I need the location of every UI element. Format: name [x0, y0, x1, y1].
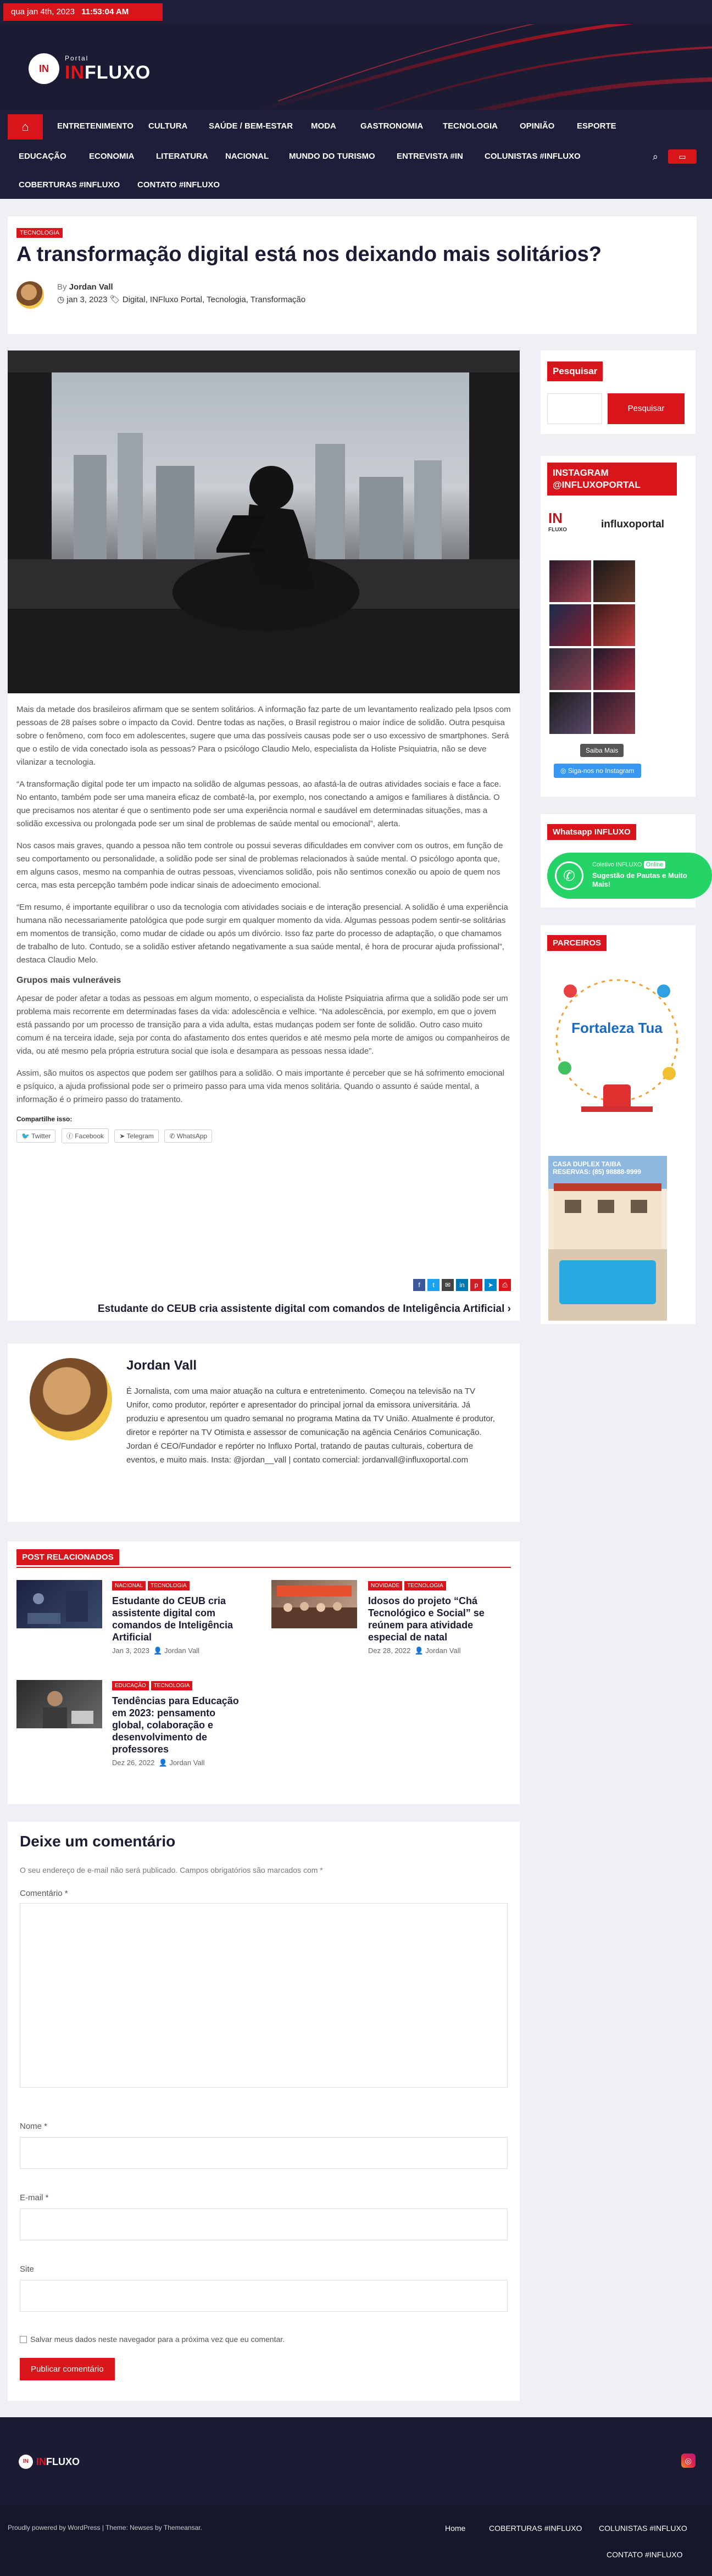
- article-subheading: Grupos mais vulneráveis: [16, 976, 121, 985]
- author-box-avatar: [30, 1358, 112, 1440]
- instagram-post[interactable]: [549, 560, 591, 602]
- instagram-post[interactable]: [593, 560, 635, 602]
- partners-heading: PARCEIROS: [547, 935, 607, 951]
- logo-mark: IN: [29, 53, 59, 84]
- instagram-post[interactable]: [593, 692, 635, 734]
- instagram-post[interactable]: [549, 604, 591, 646]
- article-paragraph-1: Mais da metade dos brasileiros afirmam que se sentem solitários. A informação faz parte de um levantamento realizado pela Ipsos com pessoas de 28 países sobre o impacto da Covid. Dentre todas as nações, o Brasil registrou o maior índice de solidão. Outra pesquisa sobre o fenômeno, com foco em adolescentes, sugere que uma das possíveis causas pode ser o uso excessivo de smartphones. Será que o estilo de vida conectado isola as pessoas? Para o psicólogo Claudio Melo, especialista da Holiste Psiquiatria, não se deve vilanizar a tecnologia.: [16, 705, 511, 767]
- hero-image: [8, 350, 520, 693]
- instagram-post[interactable]: [549, 692, 591, 734]
- date: qua jan 4th, 2023: [11, 7, 75, 16]
- casa-illustration: [548, 1156, 667, 1321]
- related-2-title[interactable]: Idosos do projeto “Chá Tecnológico e Social” se reúnem para atividade especial de natal: [368, 1595, 485, 1643]
- search-heading: Pesquisar: [547, 361, 603, 381]
- related-2-date: Dez 28, 2022: [368, 1646, 411, 1655]
- user-icon: 👤: [414, 1646, 424, 1655]
- by-label: By: [57, 282, 67, 292]
- related-2-author[interactable]: Jordan Vall: [425, 1646, 461, 1655]
- nav-item-saude[interactable]: SAÚDE / BEM-ESTAR: [209, 121, 293, 131]
- search-input[interactable]: [547, 393, 602, 424]
- nav-item-opiniao[interactable]: OPINIÃO: [520, 121, 555, 131]
- related-heading: POST RELACIONADOS: [16, 1549, 119, 1565]
- nav-item-contato[interactable]: CONTATO #INFLUXO: [137, 180, 220, 190]
- related-posts: [8, 1542, 520, 1804]
- tv-button[interactable]: [668, 149, 697, 164]
- save-data-checkbox[interactable]: [20, 2336, 27, 2343]
- related-1-author[interactable]: Jordan Vall: [164, 1646, 200, 1655]
- footer-link-contato[interactable]: CONTATO #INFLUXO: [607, 2550, 683, 2559]
- post-title: A transformação digital está nos deixando mais solitários?: [16, 243, 602, 266]
- tag-icon: 🏷: [109, 295, 120, 304]
- share-buttons: [16, 1128, 511, 1143]
- next-post-link[interactable]: Estudante do CEUB cria assistente digital com comandos de Inteligência Artificial ›: [97, 1303, 511, 1315]
- partners-widget: [541, 925, 696, 1324]
- search-widget: [541, 350, 696, 434]
- whatsapp-small: Coletivo INFLUXO: [592, 861, 642, 868]
- author-box-bio: É Jornalista, com uma maior atuação na cultura e entretenimento. Começou na televisão na TV Unifor, como produtor, repórter e apresentador do principal jornal da emissora universitária. Já produziu e apresentou um quadro semanal no programa Matina da TV União. Atualmente é produtor, diretor e repórter na TV Otimista e assessor de comunicação na agência Cenários Comunicação. Jordan é CEO/Fundador e repórter no Influxo Portal, tratando de pautas culturais, cobertura de eventos, e muito mais. Insta: @jordan__vall | contato comercial: jordanvall@influxoportal.com: [126, 1387, 495, 1465]
- logo-prefix: IN: [65, 62, 85, 83]
- related-1-cat-2[interactable]: TECNOLOGIA: [148, 1581, 190, 1590]
- nav-item-economia[interactable]: ECONOMIA: [89, 152, 135, 161]
- whatsapp-status: Online: [644, 861, 666, 869]
- email-icon[interactable]: ✉: [442, 1279, 454, 1291]
- site-label: Site: [20, 2265, 34, 2274]
- related-thumb-2-illustration: [271, 1580, 357, 1628]
- author-avatar: [16, 281, 44, 309]
- email-label: E-mail *: [20, 2193, 49, 2202]
- article-paragraph-6: Assim, são muitos os aspectos que podem ser gatilhos para a solidão. O mais importante é perceber que se há sofrimento emocional e psíquico, a ajuda profissional pode ser o primeiro passo para uma vida menos solitária. Quando o assunto é saúde mental, a informação é o primeiro passo do tratamento.: [16, 1069, 504, 1104]
- user-icon: 👤: [158, 1759, 168, 1767]
- footer-link-coberturas[interactable]: COBERTURAS #INFLUXO: [489, 2524, 582, 2533]
- nav-item-cultura[interactable]: CULTURA: [148, 121, 188, 131]
- home-icon: ⌂: [21, 120, 29, 133]
- email-input[interactable]: [20, 2208, 508, 2240]
- related-1-title[interactable]: Estudante do CEUB cria assistente digital com comandos de Inteligência Artificial: [112, 1595, 233, 1643]
- related-2-cat-1[interactable]: NOVIDADE: [368, 1581, 402, 1590]
- site-header: [0, 24, 712, 110]
- post-tags[interactable]: Digital, INFluxo Portal, Tecnologia, Transformação: [122, 295, 306, 304]
- footer-link-colunistas[interactable]: COLUNISTAS #INFLUXO: [599, 2524, 687, 2533]
- main-nav-row-2: [0, 143, 712, 170]
- instagram-heading: INSTAGRAM @INFLUXOPORTAL: [547, 463, 677, 496]
- hero-illustration: [8, 350, 520, 693]
- instagram-icon: ◎: [560, 767, 566, 775]
- footer-logo-mark: IN: [19, 2455, 33, 2469]
- related-1-date: Jan 3, 2023: [112, 1646, 149, 1655]
- partner-fortaleza-text: Fortaleza Tua: [571, 1020, 663, 1036]
- related-thumb-1[interactable]: [16, 1580, 102, 1628]
- site-logo[interactable]: [29, 49, 151, 88]
- related-thumb-1-illustration: [16, 1580, 102, 1628]
- related-3-date: Dez 26, 2022: [112, 1759, 155, 1767]
- related-3-cat-2[interactable]: TECNOLOGIA: [151, 1681, 193, 1690]
- instagram-post[interactable]: [549, 648, 591, 690]
- share-twitter-button[interactable]: 🐦 Twitter: [16, 1130, 55, 1143]
- search-button[interactable]: Pesquisar: [608, 393, 685, 424]
- post-header-card: [8, 216, 697, 334]
- nav-item-esporte[interactable]: ESPORTE: [577, 121, 616, 131]
- related-3-author[interactable]: Jordan Vall: [169, 1759, 205, 1767]
- name-input[interactable]: [20, 2137, 508, 2169]
- whatsapp-widget: [541, 814, 696, 908]
- clock-icon: ◷: [57, 295, 65, 304]
- related-3-title[interactable]: Tendências para Educação em 2023: pensamento global, colaboração e desenvolvimento de professores: [112, 1695, 239, 1755]
- partner-banner-fortaleza[interactable]: [548, 958, 686, 1123]
- partner-casa-text: CASA DUPLEX TAIBA RESERVAS: (85) 98888-9999: [553, 1160, 641, 1176]
- linkedin-icon[interactable]: in: [456, 1279, 468, 1291]
- chevron-right-icon: ›: [507, 1303, 511, 1315]
- article-paragraph-4: “Em resumo, é importante equilibrar o uso da tecnologia com atividades sociais e de interação presencial. A solidão é uma experiência humana não necessariamente patológica que pode surgir em qualquer momento da vida. Algumas pessoas podem sentir-se solitárias em momentos de transição, como mudar de cidade ou após um divórcio. Isso faz parte do processo de adaptação, o que chamamos de trabalho de luto. Contudo, se a solidão estiver afetando negativamente a sua saúde mental, é hora de procurar ajuda profissional”, destaca Claudio Melo.: [16, 903, 508, 965]
- related-thumb-3-illustration: [16, 1680, 102, 1728]
- instagram-logo: IN FLUXO: [548, 510, 567, 533]
- nav-item-coberturas[interactable]: COBERTURAS #INFLUXO: [19, 180, 120, 190]
- footer-logo[interactable]: IN INFLUXO: [19, 2455, 80, 2469]
- social-share-icons: [411, 1279, 511, 1291]
- home-button[interactable]: [8, 114, 43, 140]
- whatsapp-button[interactable]: [547, 853, 712, 899]
- search-icon[interactable]: ⌕: [652, 151, 658, 162]
- nav-item-colunistas[interactable]: COLUNISTAS #INFLUXO: [485, 152, 581, 161]
- author-link[interactable]: Jordan Vall: [69, 282, 113, 292]
- header-swirl-graphic: [251, 24, 712, 110]
- instagram-more-button[interactable]: Saiba Mais: [580, 744, 624, 757]
- share-label: Compartilhe isso:: [16, 1115, 73, 1123]
- post-date: jan 3, 2023: [66, 295, 108, 304]
- article-card: [8, 350, 520, 1321]
- related-2-cat-2[interactable]: TECNOLOGIA: [404, 1581, 446, 1590]
- nav-item-educacao[interactable]: EDUCAÇÃO: [19, 152, 66, 161]
- related-thumb-2[interactable]: [271, 1580, 357, 1628]
- article-paragraph-2: “A transformação digital pode ter um impacto na solidão de algumas pessoas, ao afastá-la de outras atividades sociais e face a face. No entanto, também pode ser uma maneira eficaz de combatê-la, por exemplo, nos conectando a amigos e familiares à distância. O que precisamos nos atentar é que o sentimento pode ser uma experiência normal e saudável em determinadas situações, mas a solidão excessiva ou prolongada pode ser um sinal de problemas de saúde mental ou emocional”, alerta.: [16, 780, 502, 828]
- logo-suffix: FLUXO: [85, 62, 151, 83]
- nav-item-mundo-do-turismo[interactable]: MUNDO DO TURISMO: [289, 152, 375, 161]
- related-1-cat-1[interactable]: NACIONAL: [112, 1581, 146, 1590]
- nav-item-nacional[interactable]: NACIONAL: [225, 152, 269, 161]
- top-bar: [0, 0, 712, 24]
- partner-banner-casa[interactable]: [548, 1156, 667, 1321]
- article-paragraph-5: Apesar de poder afetar a todas as pessoas em algum momento, o especialista da Holiste Psiquiatria afirma que a solidão pode ser um problema mais recorrente em determinadas fases da vida: adolescência e velhice. “Na adolescência, por exemplo, em que o jovem está passando por um processo de transição para a vida adulta, estas mudanças podem ser fonte de solidão. Outro caso muito comum é na terceira idade, seja por conta do afastamento dos entes queridos e até mesmo pela morte de amigos ou companheiros de vida, ou até mesmo pela própria estrutura social que isola e desampara as pessoas nessa idade”.: [16, 994, 510, 1056]
- print-icon[interactable]: ⎙: [499, 1279, 511, 1291]
- submit-comment-button[interactable]: Publicar comentário: [20, 2358, 115, 2380]
- facebook-icon[interactable]: f: [413, 1279, 425, 1291]
- instagram-follow-button[interactable]: ◎ Siga-nos no Instagram: [554, 764, 641, 778]
- article-paragraph-3: Nos casos mais graves, quando a pessoa não tem controle ou possui severas dificuldades em conviver com os outros, em função de seu comportamento ou personalidade, a solidão pode ser sinal de problemas relacionados à saúde mental. O psicólogo aponta que, em alguns casos, mesmo na companhia de outras pessoas, vivenciamos solidão, pois não sentimos conexão ou apoio de quem nos cerca, mas esta percepção também pode indicar sinais de adoecimento emocional.: [16, 841, 503, 890]
- author-box: [8, 1344, 520, 1522]
- footer-link-home[interactable]: Home: [445, 2524, 466, 2533]
- fortaleza-illustration: [548, 958, 686, 1123]
- telegram-icon[interactable]: ➤: [485, 1279, 497, 1291]
- author-box-name[interactable]: Jordan Vall: [126, 1358, 197, 1373]
- footer-instagram-icon[interactable]: ◎: [681, 2453, 696, 2468]
- comment-heading: Deixe um comentário: [20, 1833, 176, 1850]
- main-nav-row-3: [0, 170, 712, 199]
- category-badge[interactable]: TECNOLOGIA: [16, 228, 63, 238]
- whatsapp-heading: Whatsapp INFLUXO: [547, 824, 636, 840]
- instagram-widget: [541, 456, 696, 797]
- instagram-username[interactable]: influxoportal: [601, 519, 665, 530]
- comment-textarea[interactable]: [20, 1903, 508, 2088]
- name-label: Nome *: [20, 2122, 48, 2131]
- user-icon: 👤: [153, 1646, 163, 1655]
- whatsapp-icon: ✆: [555, 861, 583, 890]
- site-input[interactable]: [20, 2280, 508, 2312]
- tv-icon: ▭: [678, 152, 686, 161]
- share-facebook-button[interactable]: ⓕ Facebook: [62, 1128, 109, 1143]
- share-telegram-button[interactable]: ➤ Telegram: [114, 1130, 159, 1143]
- related-thumb-3[interactable]: [16, 1680, 102, 1728]
- nav-item-literatura[interactable]: LITERATURA: [156, 152, 208, 161]
- main-nav-row-1: [0, 110, 712, 143]
- nav-item-tecnologia[interactable]: TECNOLOGIA: [443, 121, 498, 131]
- comment-note: O seu endereço de e-mail não será publicado. Campos obrigatórios são marcados com *: [20, 1866, 323, 1874]
- time: 11:53:04 AM: [81, 7, 129, 16]
- share-whatsapp-button[interactable]: ✆ WhatsApp: [164, 1130, 212, 1143]
- instagram-post[interactable]: [593, 604, 635, 646]
- nav-item-entretenimento[interactable]: ENTRETENIMENTO: [57, 121, 134, 131]
- nav-item-gastronomia[interactable]: GASTRONOMIA: [360, 121, 424, 131]
- nav-item-moda[interactable]: MODA: [311, 121, 336, 131]
- comment-label: Comentário *: [20, 1889, 68, 1898]
- date-time: [3, 3, 163, 21]
- footer-credit[interactable]: Proudly powered by WordPress | Theme: Newses by Themeansar.: [8, 2524, 202, 2532]
- twitter-icon[interactable]: t: [427, 1279, 440, 1291]
- related-3-cat-1[interactable]: EDUCAÇÃO: [112, 1681, 149, 1690]
- pinterest-icon[interactable]: p: [470, 1279, 482, 1291]
- nav-item-entrevista[interactable]: ENTREVISTA #IN: [397, 152, 463, 161]
- footer-bottom: [0, 2505, 712, 2576]
- whatsapp-text: Sugestão de Pautas e Muito Mais!: [592, 871, 687, 888]
- comment-form: [8, 1822, 520, 2401]
- instagram-post[interactable]: [593, 648, 635, 690]
- save-data-label: Salvar meus dados neste navegador para a próxima vez que eu comentar.: [30, 2335, 285, 2344]
- logo-small-text: Portal: [65, 54, 89, 62]
